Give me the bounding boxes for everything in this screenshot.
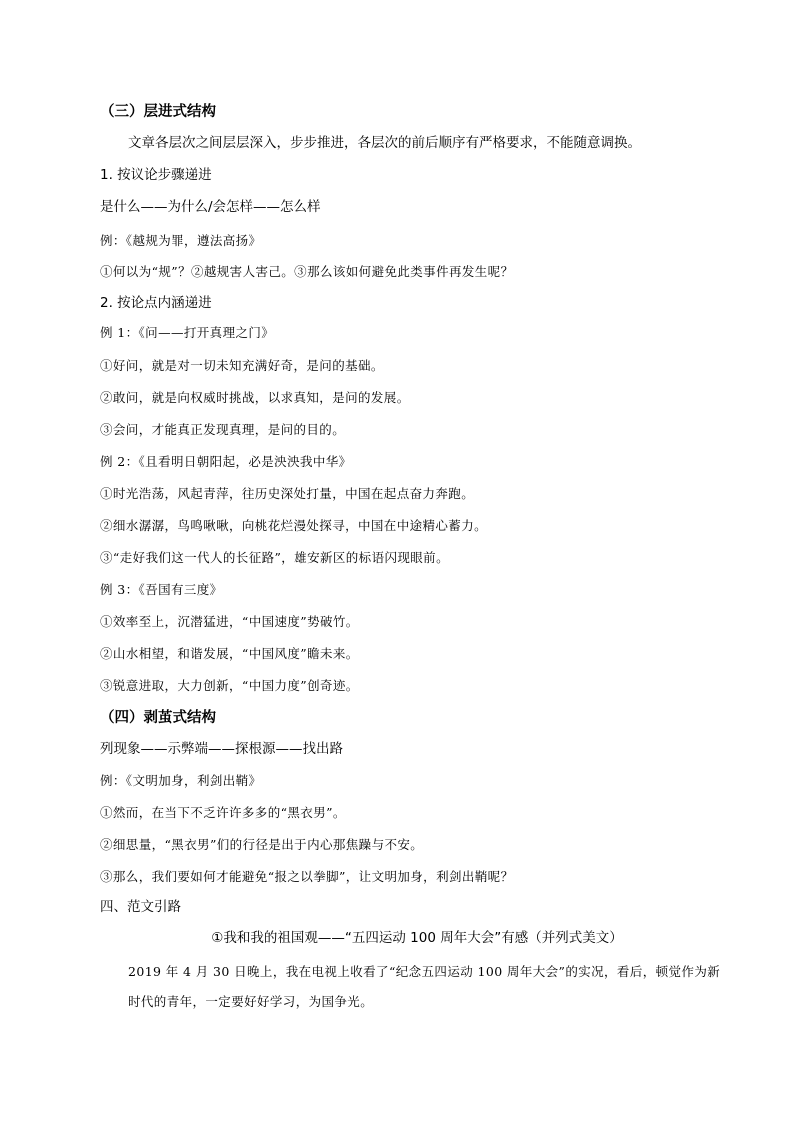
example-2-line-3: ③“走好我们这一代人的长征路”，雄安新区的标语闪现眼前。 [100, 550, 449, 565]
sub-2-title: 2. 按论点内涵递进 [100, 295, 212, 311]
section-3-intro: 文章各层次之间层层深入，步步推进，各层次的前后顺序有严格要求，不能随意调换。 [128, 135, 641, 151]
example-2-line-1: ①时光浩荡，风起青萍，往历史深处打量，中国在起点奋力奔跑。 [100, 486, 475, 501]
example-1-line-3: ③会问，才能真正发现真理，是问的目的。 [100, 422, 346, 437]
example-1-line-1: ①好问，就是对一切未知充满好奇，是问的基础。 [100, 358, 384, 373]
essay-paragraph: 2019 年 4 月 30 日晚上，我在电视上收看了“纪念五四运动 100 周年大会”的实况，看后，顿觉作为新时代的青年，一定要好好学习，为国争光。 [128, 964, 721, 1009]
section-4-example-title: 例：《文明加身，利剑出鞘》 [100, 773, 262, 788]
example-3-line-3: ③锐意进取，大力创新，“中国力度”创奇迹。 [100, 678, 359, 693]
section-4-line-2: ②细思量，“黑衣男”们的行径是出于内心那焦躁与不安。 [100, 837, 424, 852]
section-4-line-1: ①然而，在当下不乏许许多多的“黑衣男”。 [100, 805, 346, 820]
example-3-title: 例 3：《吾国有三度》 [100, 582, 223, 597]
sub-1-example-title: 例：《越规为罪，遵法高扬》 [100, 233, 262, 248]
section-3-heading: （三）层进式结构 [100, 104, 216, 120]
section-4-heading: （四）剥茧式结构 [100, 710, 216, 726]
sub-1-title: 1. 按议论步骤递进 [100, 167, 212, 183]
example-3-line-2: ②山水相望，和谐发展，“中国风度”瞻未来。 [100, 646, 359, 661]
example-3-line-1: ①效率至上，沉潜猛进，“中国速度”势破竹。 [100, 614, 359, 629]
example-1-line-2: ②敢问，就是向权威时挑战，以求真知，是问的发展。 [100, 390, 410, 405]
essay-title: ①我和我的祖国观——“五四运动 100 周年大会”有感（并列式美文） [211, 930, 623, 946]
section-4-pattern: 列现象——示弊端——探根源——找出路 [100, 741, 343, 757]
sub-1-example-text: ①何以为“规”？②越规害人害己。③那么该如何避免此类事件再发生呢？ [100, 264, 514, 279]
example-1-title: 例 1：《问——打开真理之门》 [100, 325, 275, 340]
example-2-title: 例 2：《且看明日朝阳起，必是泱泱我中华》 [100, 454, 352, 469]
example-2-line-2: ②细水潺潺，鸟鸣啾啾，向桃花烂漫处探寻，中国在中途精心蓄力。 [100, 518, 488, 533]
part-4-heading: 四、范文引路 [100, 899, 181, 915]
sub-1-pattern: 是什么——为什么/会怎样——怎么样 [100, 199, 321, 215]
section-4-line-3: ③那么，我们要如何才能避免“报之以拳脚”，让文明加身，利剑出鞘呢？ [100, 869, 514, 884]
